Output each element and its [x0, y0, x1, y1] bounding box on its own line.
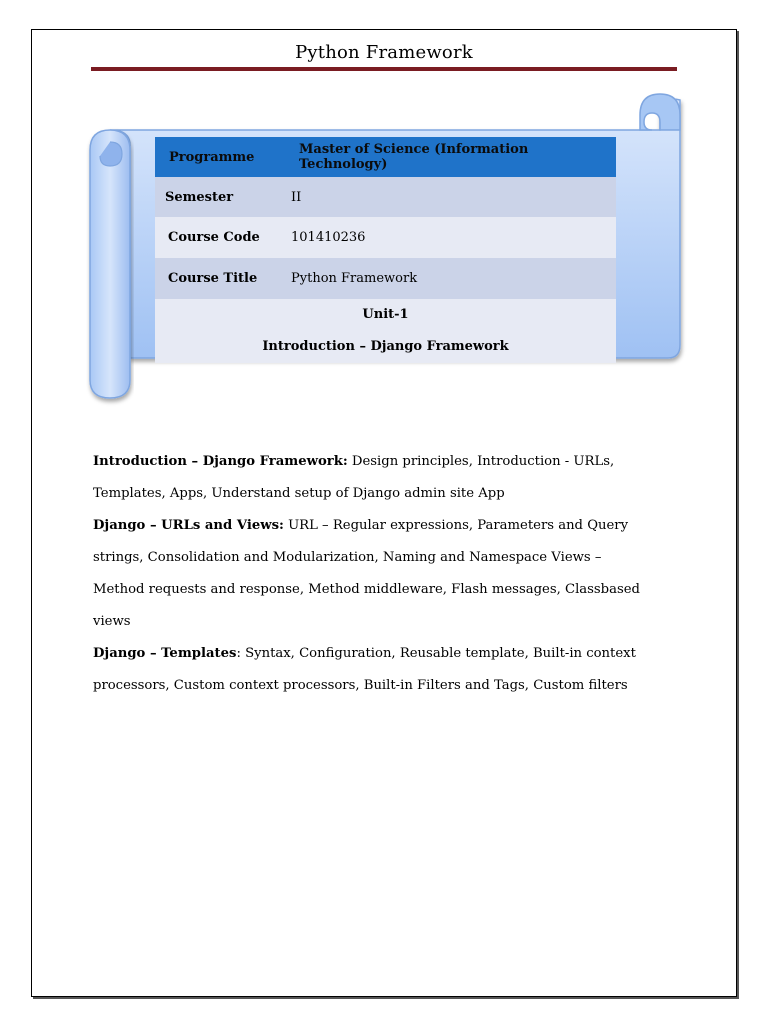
- syllabus-content: [93, 446, 653, 702]
- course-code-label: Course Code: [155, 217, 287, 258]
- paragraph-introduction-heading: Introduction – Django Framework:: [93, 454, 348, 469]
- unit-cell: [155, 299, 616, 363]
- paragraph-text: strings, Consolidation and Modularization, Naming and Namespace Views –: [93, 550, 602, 565]
- table-row-course-code: [155, 217, 616, 258]
- paragraph-templates: [93, 638, 653, 702]
- programme-label: Programme: [155, 137, 287, 177]
- paragraph-text: URL – Regular expressions, Parameters and Query: [283, 518, 629, 533]
- unit-title: Introduction – Django Framework: [262, 339, 509, 354]
- scroll-left-roll: [90, 130, 130, 398]
- course-title-value: Python Framework: [287, 258, 616, 299]
- paragraph-urls-views: [93, 510, 653, 638]
- course-info-table: [155, 137, 616, 363]
- programme-value: Master of Science (Information Technology): [287, 137, 616, 177]
- table-row-semester: [155, 177, 616, 217]
- scroll-top-right-roll: [640, 94, 680, 130]
- paragraph-urls-views-heading: Django – URLs and Views:: [93, 518, 284, 533]
- table-row-programme: [155, 137, 616, 177]
- unit-label: Unit-1: [362, 307, 409, 322]
- table-row-course-title: [155, 258, 616, 299]
- paragraph-text: Method requests and response, Method middleware, Flash messages, Classbased: [93, 582, 640, 597]
- paragraph-text: Design principles, Introduction - URLs,: [347, 454, 615, 469]
- course-title-label: Course Title: [155, 258, 287, 299]
- semester-value: II: [287, 177, 616, 217]
- paragraph-text: : Syntax, Configuration, Reusable template, Built-in context: [236, 646, 636, 661]
- paragraph-text: processors, Custom context processors, Built-in Filters and Tags, Custom filters: [93, 678, 628, 693]
- page-header-title: Python Framework: [295, 42, 473, 63]
- table-row-unit: [155, 299, 616, 363]
- paragraph-text: Templates, Apps, Understand setup of Django admin site App: [93, 486, 505, 501]
- paragraph-templates-heading: Django – Templates: [93, 646, 237, 661]
- paragraph-introduction: [93, 446, 653, 510]
- paragraph-text: views: [93, 614, 131, 629]
- course-code-value: 101410236: [287, 217, 616, 258]
- semester-label: Semester: [155, 177, 287, 217]
